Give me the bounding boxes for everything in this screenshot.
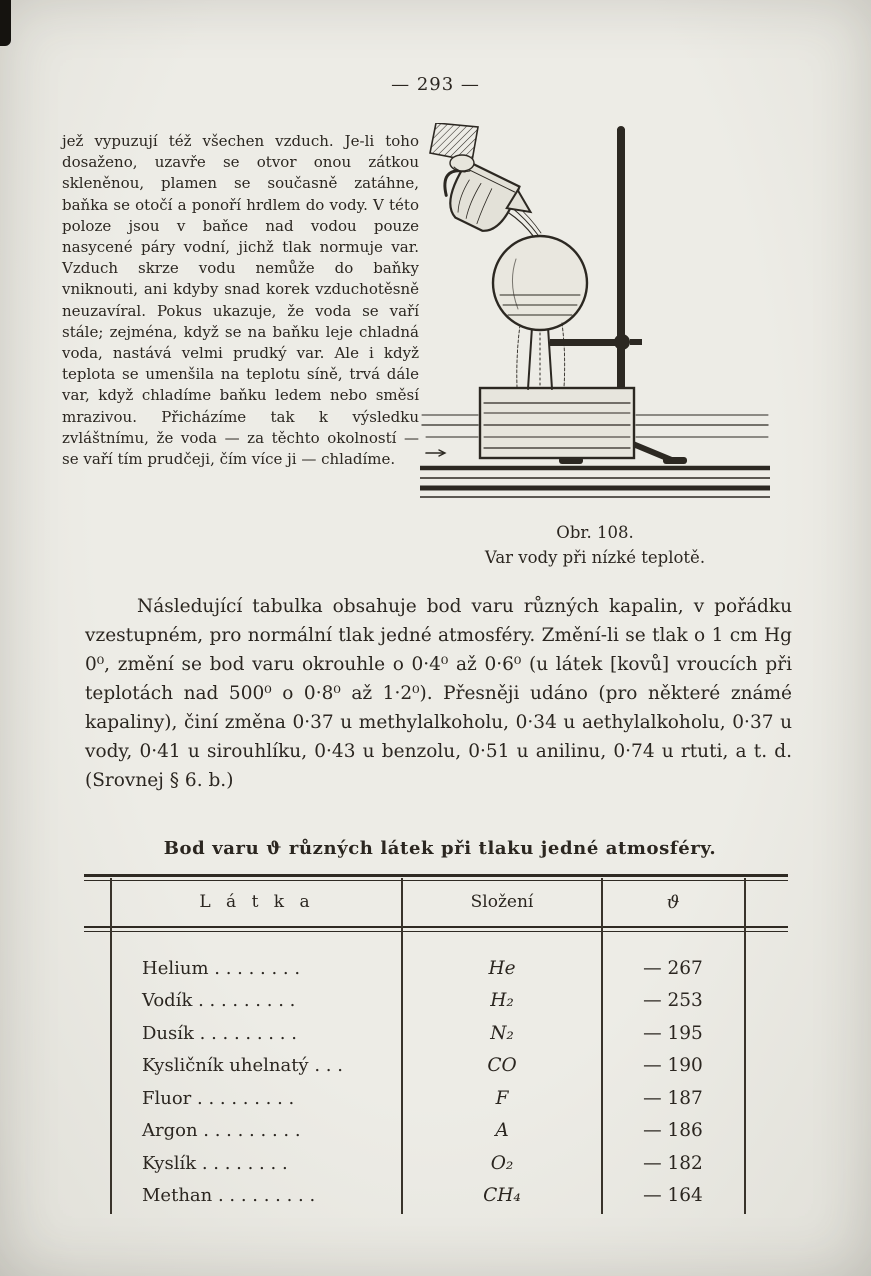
substance-name: Kyslík . . . . . . . .	[142, 1152, 288, 1174]
substance-formula: A	[495, 1120, 509, 1142]
table-row	[112, 1147, 744, 1180]
substance-formula: O₂	[490, 1152, 514, 1174]
boiling-point: — 253	[643, 990, 703, 1012]
scan-edge-artifact	[0, 0, 11, 46]
left-column-paragraph: jež vypuzují též všechen vzduch. Je-li toho dosaženo, uzavře se otvor onou zátkou skleněnou, plamen se současně zatáhne, baňka se otočí a ponoří hrdlem do vody. V této poloze jsou v baňce nad vodou pouze nasycené páry vodní, jichž tlak normuje var. Vzduch skrze vodu nemůže do baňky vniknouti, ani kdyby snad korek vzduchotěsně neuzavíral. Pokus ukazuje, že voda se vaří stále; zejména, když se na baňku leje chladná voda, nastává velmi prudký var. Ale i když teplota se umenšila na teplotu síně, trvá dále var, když chladíme baňku ledem nebo směsí mrazivou. Přicházíme tak k výsledku zvláštnímu, že voda — za těchto okolností — se vaří tím prudčeji, čím více ji — chladíme.	[62, 132, 419, 469]
figure-caption	[420, 520, 770, 570]
figure-caption-number: Obr. 108.	[556, 523, 634, 542]
page-number: — 293 —	[391, 74, 480, 95]
header-substance: L á t k a	[199, 892, 315, 912]
substance-name: Dusík . . . . . . . . .	[142, 1022, 297, 1044]
table-row	[112, 1115, 744, 1148]
substance-name: Argon . . . . . . . . .	[142, 1120, 301, 1142]
substance-formula: H₂	[490, 990, 514, 1012]
table-row	[112, 1082, 744, 1115]
substance-name: Vodík . . . . . . . . .	[142, 990, 296, 1012]
table-title: Bod varu ϑ různých látek při tlaku jedné atmosféry.	[163, 838, 717, 859]
substance-formula: He	[488, 957, 516, 979]
header-theta: ϑ	[666, 891, 680, 913]
substance-formula: N₂	[490, 1022, 514, 1044]
boiling-point: — 182	[643, 1152, 703, 1174]
boiling-point: — 190	[643, 1055, 703, 1077]
figure-caption-text: Var vody při nízké teplotě.	[484, 548, 706, 567]
table-body	[112, 952, 744, 1212]
table-row	[112, 1017, 744, 1050]
figure-illustration	[420, 123, 770, 508]
body-paragraph: Následující tabulka obsahuje bod varu různých kapalin, v pořádku vzestupném, pro normální tlak jedné atmosféry. Změní-li se tlak o 1 cm Hg 0⁰, změní se bod varu okrouhle o 0·4⁰ až 0·6⁰ (u látek [kovů] vroucích při teplotách nad 500⁰ o 0·8⁰ až 1·2⁰). Přesněji udáno (pro některé známé kapaliny), činí změna 0·37 u methylalkoholu, 0·34 u aethylalkoholu, 0·37 u vody, 0·41 u sirouhlíku, 0·43 u benzolu, 0·51 u anilinu, 0·74 u rtuti, a t. d. (Srovnej § 6. b.)	[85, 596, 792, 791]
boiling-point: — 186	[643, 1120, 703, 1142]
boiling-point: — 187	[643, 1087, 703, 1109]
substance-name: Methan . . . . . . . . .	[142, 1185, 316, 1207]
table-row	[112, 952, 744, 985]
table-row	[112, 1050, 744, 1083]
substance-name: Helium . . . . . . . .	[142, 957, 301, 979]
boiling-point-table	[110, 878, 746, 1214]
header-composition: Složení	[470, 892, 534, 912]
boiling-point: — 195	[643, 1022, 703, 1044]
table-top-rule-thick	[84, 874, 788, 877]
substance-name: Kysličník uhelnatý . . .	[142, 1055, 343, 1077]
substance-name: Fluor . . . . . . . . .	[142, 1087, 295, 1109]
table-header-row	[112, 878, 744, 926]
table-row	[112, 985, 744, 1018]
substance-formula: F	[495, 1087, 509, 1109]
substance-formula: CO	[487, 1055, 517, 1077]
boiling-point: — 164	[643, 1185, 703, 1207]
boiling-experiment-engraving	[420, 123, 770, 508]
substance-formula: CH₄	[483, 1185, 521, 1207]
boiling-point: — 267	[643, 957, 703, 979]
table-row	[112, 1180, 744, 1213]
